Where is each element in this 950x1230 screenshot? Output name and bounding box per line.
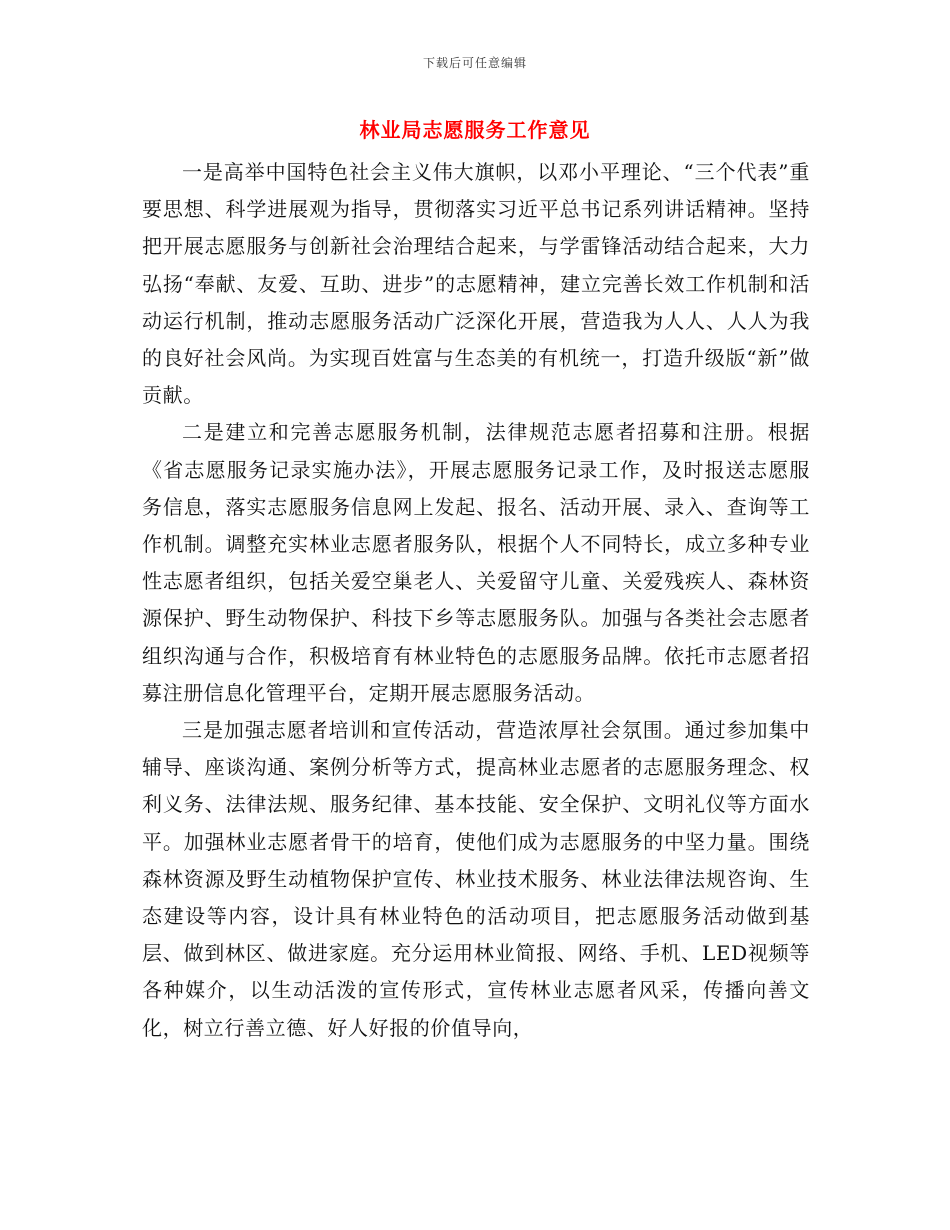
paragraph-2: 二是建立和完善志愿服务机制，法律规范志愿者招募和注册。根据《省志愿服务记录实施办法》，开展志愿服务记录工作，及时报送志愿服务信息，落实志愿服务信息网上发起、报名、活动开展、录入、查询等工作机制。调整充实林业志愿者服务队，根据个人不同特长，成立多种专业性志愿者组织，包括关爱空巢老人、关爱留守儿童、关爱残疾人、森林资源保护、野生动物保护、科技下乡等志愿服务队。加强与各类社会志愿者组织沟通与合作，积极培育有林业特色的志愿服务品牌。依托市志愿者招募注册信息化管理平台，定期开展志愿服务活动。 xyxy=(142,420,810,705)
document-title: 林业局志愿服务工作意见 xyxy=(359,118,591,142)
header-note: 下载后可任意编辑 xyxy=(422,56,527,70)
paragraph-3: 三是加强志愿者培训和宣传活动，营造浓厚社会氛围。通过参加集中辅导、座谈沟通、案例分析等方式，提高林业志愿者的志愿服务理念、权利义务、法律法规、服务纪律、基本技能、安全保护、文明礼仪等方面水平。加强林业志愿者骨干的培育，使他们成为志愿服务的中坚力量。围绕森林资源及野生动植物保护宣传、林业技术服务、林业法律法规咨询、生态建设等内容，设计具有林业特色的活动项目，把志愿服务活动做到基层、做到林区、做进家庭。充分运用林业简报、网络、手机、LED视频等各种媒介，以生动活泼的宣传形式，宣传林业志愿者风采，传播向善文化，树立行善立德、好人好报的价值导向， xyxy=(142,718,810,1040)
paragraph-1: 一是高举中国特色社会主义伟大旗帜，以邓小平理论、“三个代表”重要思想、科学进展观为指导，贯彻落实习近平总书记系列讲话精神。坚持把开展志愿服务与创新社会治理结合起来，与学雷锋活动结合起来，大力弘扬“奉献、友爱、互助、进步”的志愿精神，建立完善长效工作机制和活动运行机制，推动志愿服务活动广泛深化开展，营造我为人人、人人为我的良好社会风尚。为实现百姓富与生态美的有机统一，打造升级版“新”做贡献。 xyxy=(142,160,810,408)
document-body xyxy=(142,154,810,1047)
